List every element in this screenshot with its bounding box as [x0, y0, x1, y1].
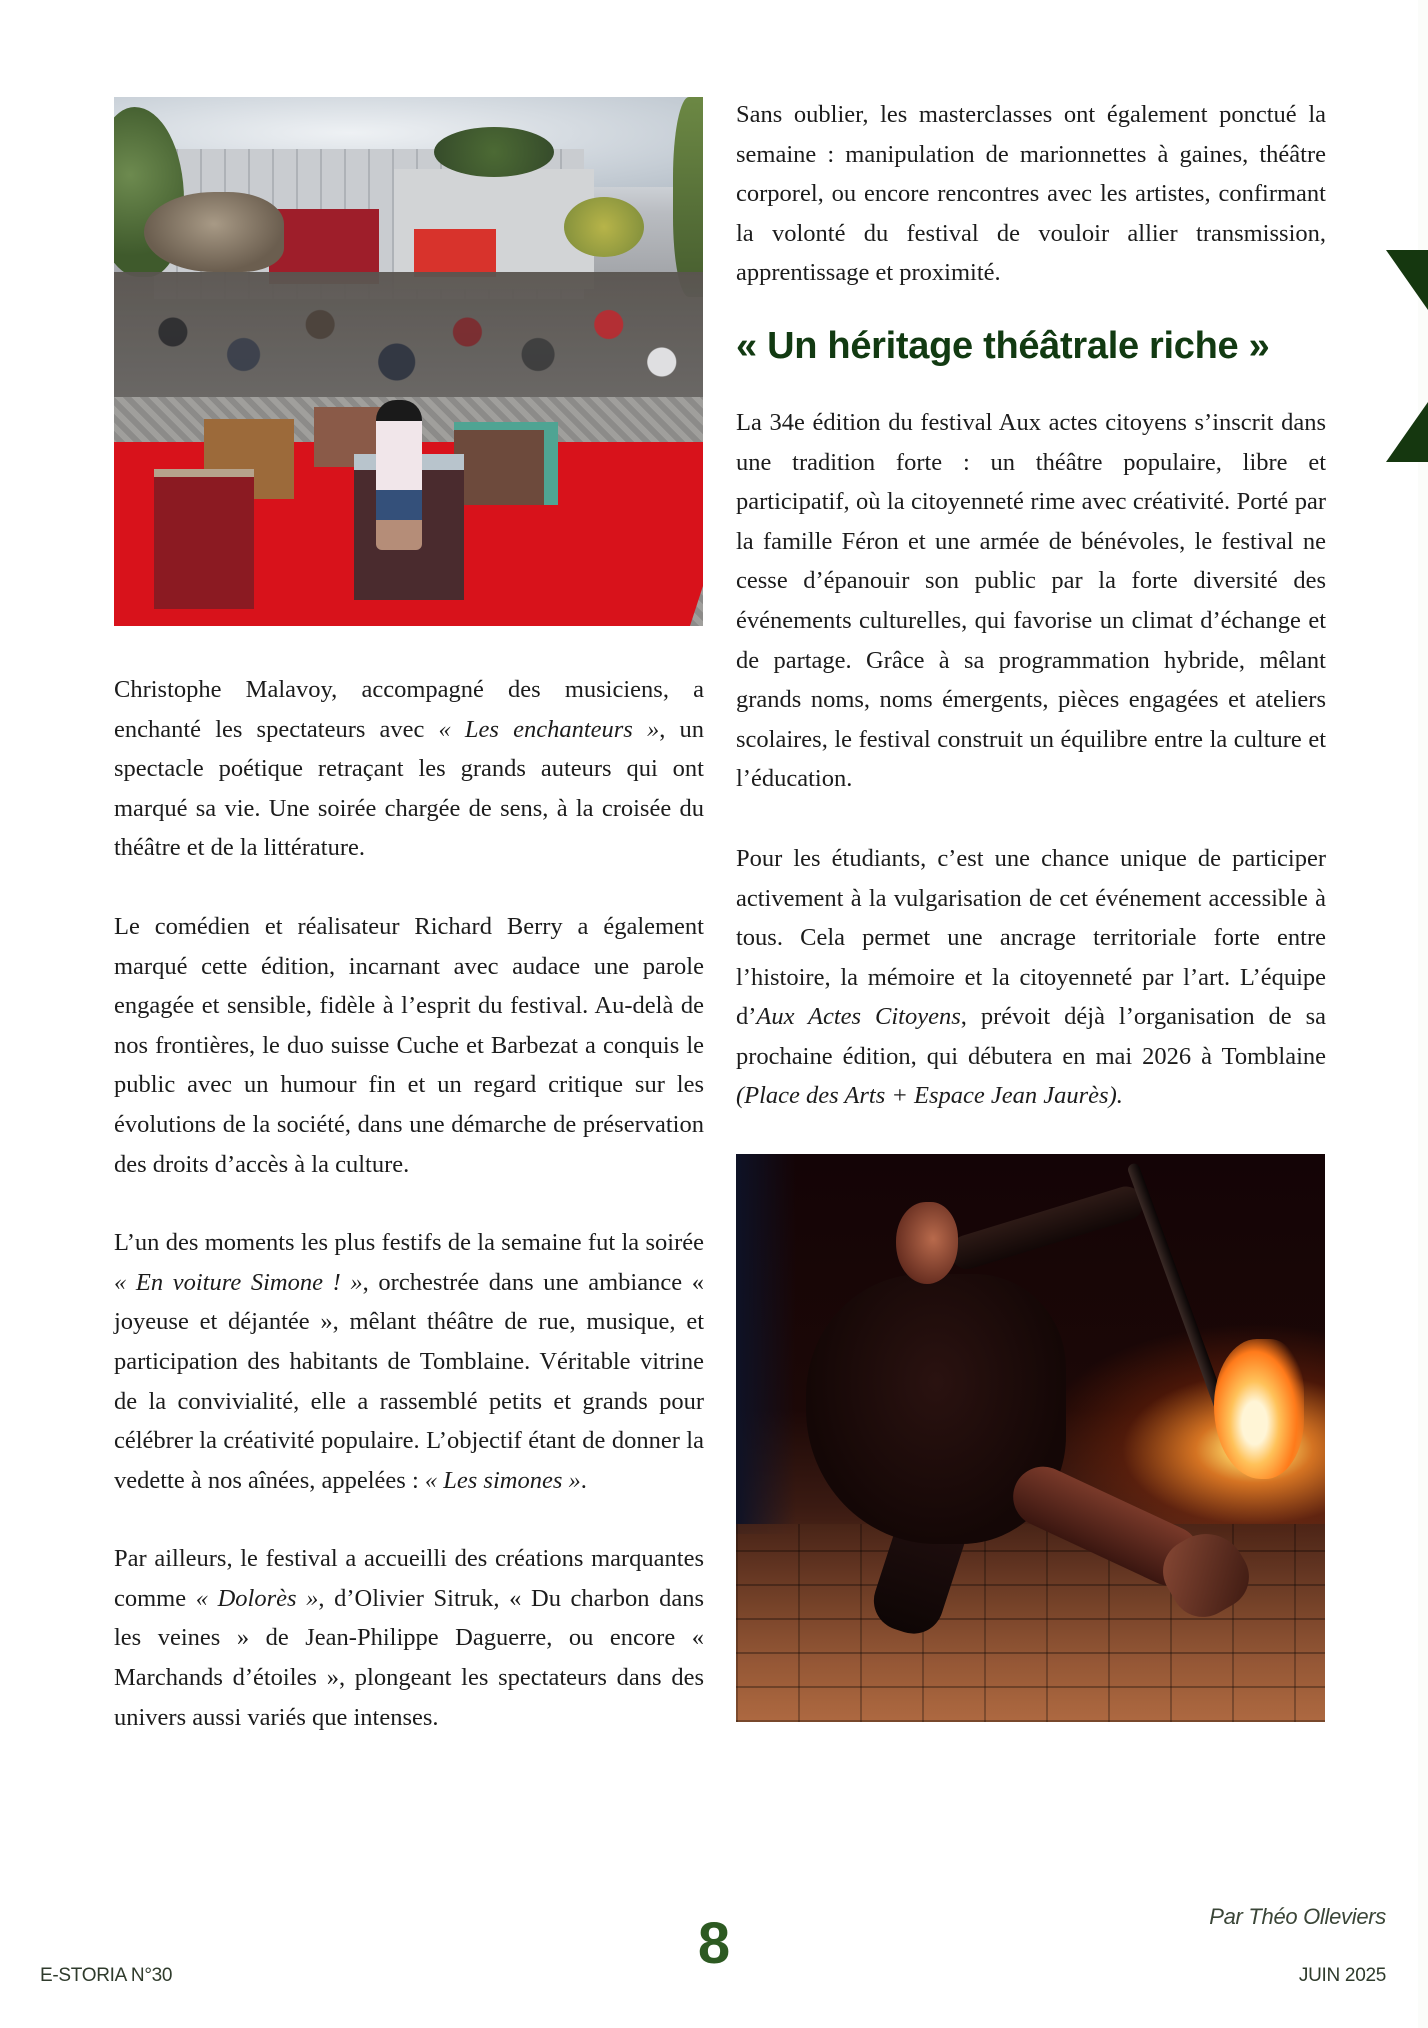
left-column [114, 97, 704, 1737]
festival-photo [114, 97, 703, 626]
night-background [736, 1154, 796, 1534]
body-text: La 34e édition du festival Aux actes citoyens s’inscrit dans une tradition forte : un théâtre populaire, libre et participatif, où la citoyenneté rime avec créativité. Porté par la famille Féron et une armée de bénévoles, le festival ne cesse d’épanouir son public par la forte diversité des événements culturelles, qui favorise un climat d’échange et de partage. Grâce à sa programmation hybride, mêlant grands noms, noms émergents, pièces engagées et ateliers scolaires, le festival construit un équilibre entre la culture et l’éducation. [736, 408, 1326, 793]
body-text: L’un des moments les plus festifs de la semaine fut la soirée [114, 1229, 704, 1257]
body-text: Le comédien et réalisateur Richard Berry a également marqué cette édition, incarnant avec audace une parole engagée et sensible, fidèle à l’esprit du festival. Au-delà de nos frontières, le duo suisse Cuche et Barbezat a conquis le public avec un humour fin et un regard critique sur les évolutions de la société, dans une démarche de préservation des droits d’accès à la culture. [114, 912, 704, 1178]
giant-puppet-creature [144, 192, 284, 272]
paragraph-masterclasses [736, 95, 1326, 293]
fire-performer-photo [736, 1154, 1325, 1722]
italic-title-text: Aux Actes Citoyens [756, 1003, 961, 1031]
piano [454, 422, 558, 505]
issue-date: JUIN 2025 [1298, 1965, 1386, 1986]
paragraph-malavoy [114, 670, 704, 868]
performer-head [896, 1202, 958, 1284]
issue-label: E-STORIA N°30 [40, 1965, 173, 1986]
piano [154, 469, 254, 609]
paragraph-berry [114, 907, 704, 1184]
body-text: . [580, 1466, 587, 1494]
tree [434, 127, 554, 177]
red-banner [414, 229, 496, 277]
body-text: Par ailleurs, le festival a accueilli des créations marquantes comme [114, 1545, 704, 1612]
tree [564, 197, 644, 257]
paragraph-en-voiture-simone [114, 1223, 704, 1500]
body-text: , orchestrée dans une ambiance « joyeuse et déjantée », mêlant théâtre de rue, musique, et participation des habitants de Tomblaine. Véritable vitrine de la convivialité, elle a rassemblé petits et grands pour célébrer la créativité populaire. L’objectif étant de donner la vedette à nos aînées, appelées : [114, 1268, 704, 1494]
section-heading: « Un héritage théâtrale riche » [736, 324, 1270, 367]
author-byline: Par Théo Olleviers [1209, 1904, 1386, 1929]
body-text: Christophe Malavoy, accompagné des musiciens, a enchanté les spectateurs avec [114, 676, 704, 743]
body-text: Sans oublier, les masterclasses ont également ponctué la semaine : manipulation de marionnettes à gaines, théâtre corporel, ou encore rencontres avec les artistes, confirmant la volonté du festival de vouloir allier transmission, apprentissage et proximité. [736, 101, 1326, 287]
body-text: , prévoit déjà l’organisation de sa prochaine édition, qui débutera en mai 2026 à Tomblaine [736, 1003, 1326, 1070]
performer-arm [946, 1182, 1147, 1273]
body-text: Pour les étudiants, c’est une chance unique de participer activement à la vulgarisation de cet événement accessible à tous. Cela permet une ancrage territoriale forte entre l’histoire, la mémoire et la citoyenneté par l’art. L’équipe d’ [736, 844, 1326, 1031]
body-text: , un spectacle poétique retraçant les grands auteurs qui ont marqué sa vie. Une soirée chargée de sens, à la croisée du théâtre et de la littérature. [114, 715, 704, 862]
italic-title-text: « Les simones » [424, 1466, 581, 1494]
italic-title-text: « Les enchanteurs » [438, 715, 660, 743]
italic-title-text: (Place des Arts + Espace Jean Jaurès). [736, 1082, 1123, 1110]
paragraph-creations [114, 1539, 704, 1737]
paragraph-etudiants [736, 839, 1326, 1116]
flame [1214, 1339, 1304, 1479]
italic-title-text: « En voiture Simone ! » [114, 1268, 363, 1296]
right-column [736, 97, 1326, 1722]
child-at-piano [376, 400, 422, 550]
page-number: 8 [697, 1911, 731, 1976]
tree [673, 97, 703, 297]
italic-title-text: « Dolorès » [195, 1584, 319, 1612]
paragraph-heritage [736, 403, 1326, 799]
body-text: , d’Olivier Sitruk, « Du charbon dans les veines » de Jean-Philippe Daguerre, ou encore « Marchands d’étoiles », plongeant les spectateurs dans des univers aussi variés que intenses. [114, 1584, 704, 1731]
